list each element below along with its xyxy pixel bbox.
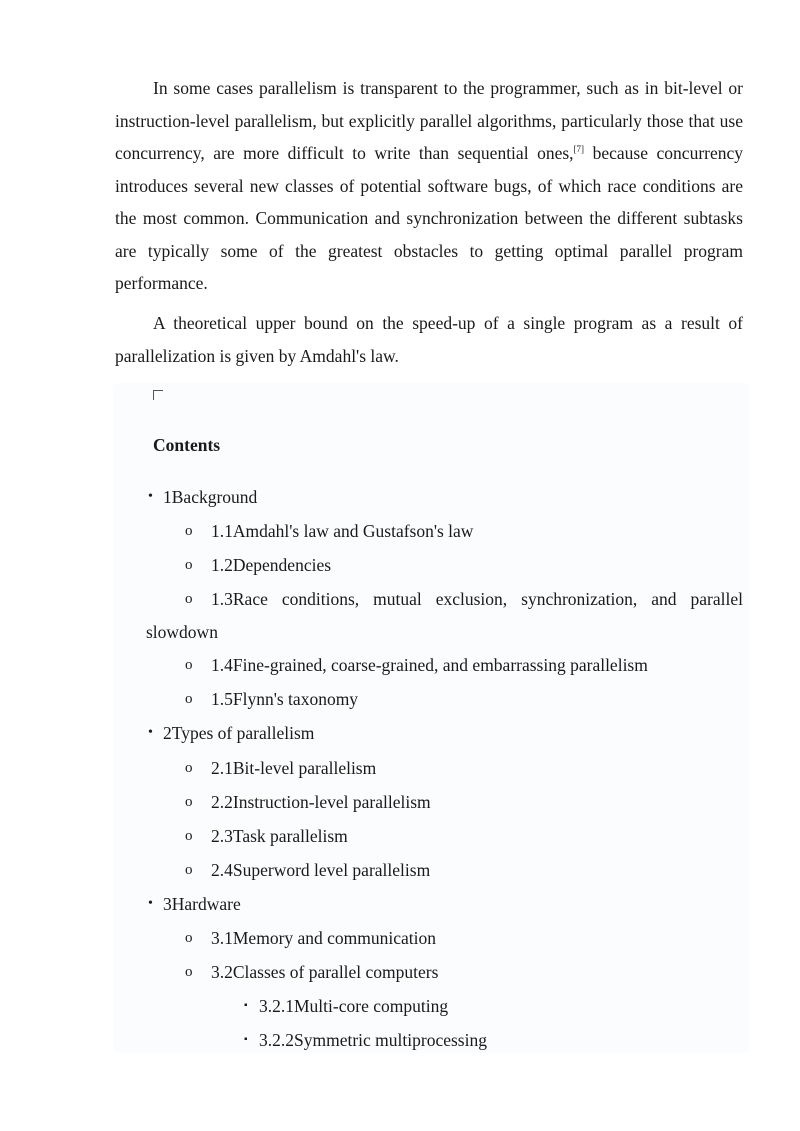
toc-item-classes[interactable]: 3.2Classes of parallel computers (211, 962, 439, 982)
paragraph-parallelism-difficulty (115, 72, 743, 300)
toc-item-superword[interactable]: 2.4Superword level parallelism (211, 860, 431, 880)
toc-title: Contents (153, 435, 221, 455)
bullet-icon: o (185, 964, 193, 980)
toc-item-instruction-level[interactable]: 2.2Instruction-level parallelism (211, 792, 431, 812)
citation-ref[interactable]: [7] (573, 144, 585, 154)
bullet-icon: o (185, 691, 193, 707)
toc-item-amdahl-gustafson[interactable]: 1.1Amdahl's law and Gustafson's law (211, 521, 474, 541)
toc-item-types[interactable]: 2Types of parallelism (163, 723, 315, 743)
paragraph-text: because concurrency introduces several new classes of potential software bugs, of which race conditions are the most common. Communication and synchronization between the different subtasks are typically some of the greatest obstacles to getting optimal parallel program performance. (115, 143, 744, 293)
toc-item-memory[interactable]: 3.1Memory and communication (211, 928, 437, 948)
toc-item-smp[interactable]: 3.2.2Symmetric multiprocessing (259, 1030, 487, 1050)
bullet-icon: o (185, 523, 193, 539)
toc-item-granularity[interactable]: 1.4Fine-grained, coarse-grained, and embarrassing parallelism (211, 655, 648, 675)
bullet-icon: o (185, 657, 193, 673)
bullet-icon: ▪ (244, 1000, 248, 1011)
toc-item-flynn[interactable]: 1.5Flynn's taxonomy (211, 689, 359, 709)
toc-item-multi-core[interactable]: 3.2.1Multi-core computing (259, 996, 449, 1016)
toc-item-background[interactable]: 1Background (163, 487, 258, 507)
bullet-icon: o (185, 828, 193, 844)
bullet-icon: o (185, 760, 193, 776)
bullet-icon: • (148, 725, 153, 740)
toc-item-bit-level[interactable]: 2.1Bit-level parallelism (211, 758, 377, 778)
bullet-icon: o (185, 794, 193, 810)
collapse-toggle-icon[interactable] (153, 390, 163, 400)
toc-item-race-conditions[interactable] (146, 583, 743, 648)
bullet-icon: o (185, 591, 193, 607)
bullet-icon: o (185, 930, 193, 946)
toc-item-label: 1.3Race conditions, mutual exclusion, synchronization, and parallel slowdown (146, 589, 743, 642)
bullet-icon: o (185, 862, 193, 878)
bullet-icon: • (148, 896, 153, 911)
toc-item-hardware[interactable]: 3Hardware (163, 894, 241, 914)
paragraph-amdahl: A theoretical upper bound on the speed-up of a single program as a result of parallelization is given by Amdahl's law. (115, 313, 743, 366)
bullet-icon: • (148, 489, 153, 504)
bullet-icon: ▪ (244, 1034, 248, 1045)
toc-item-task[interactable]: 2.3Task parallelism (211, 826, 348, 846)
bullet-icon: o (185, 557, 193, 573)
paragraph-text: In some cases parallelism is transparent to the programmer, such as in bit-level or instruction-level parallelism, but explicitly parallel algorithms, particularly those that use concurrency, are more difficult to write than sequential ones, (115, 78, 743, 163)
toc-item-dependencies[interactable]: 1.2Dependencies (211, 555, 332, 575)
